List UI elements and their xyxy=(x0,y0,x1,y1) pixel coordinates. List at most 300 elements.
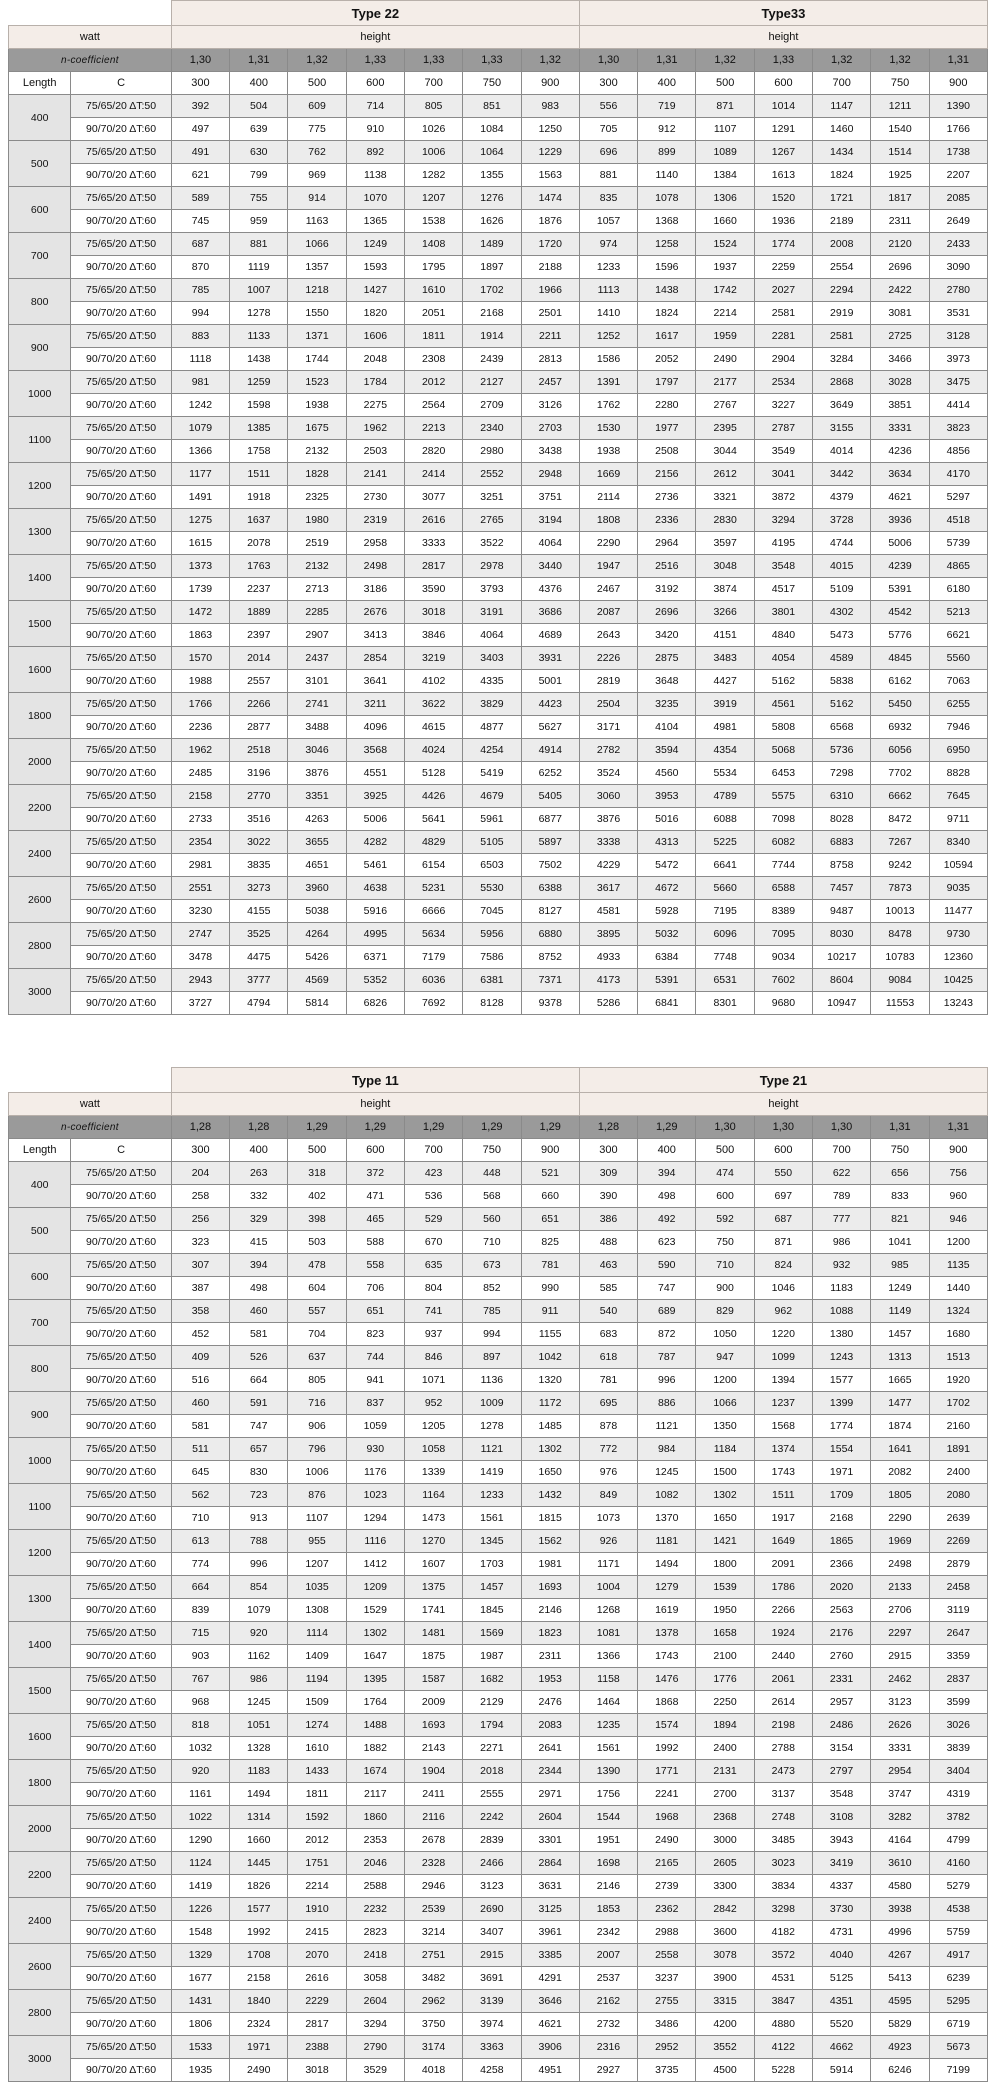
watt-value-cell: 2012 xyxy=(288,1829,346,1852)
watt-value-cell: 1200 xyxy=(696,1369,754,1392)
watt-value-cell: 488 xyxy=(579,1231,637,1254)
watt-value-cell: 2280 xyxy=(638,394,696,417)
watt-value-cell: 899 xyxy=(638,141,696,164)
watt-value-cell: 2467 xyxy=(579,578,637,601)
length-cell: 1400 xyxy=(9,1622,71,1668)
watt-value-cell: 2755 xyxy=(638,1990,696,2013)
watt-value-cell: 5808 xyxy=(754,716,812,739)
watt-value-cell: 1938 xyxy=(579,440,637,463)
watt-value-cell: 1184 xyxy=(696,1438,754,1461)
watt-value-cell: 1530 xyxy=(579,417,637,440)
watt-value-cell: 2162 xyxy=(579,1990,637,2013)
watt-value-cell: 2564 xyxy=(405,394,463,417)
watt-value-cell: 5391 xyxy=(871,578,929,601)
watt-value-cell: 6841 xyxy=(638,992,696,1015)
watt-value-cell: 1290 xyxy=(171,1829,229,1852)
watt-value-cell: 3466 xyxy=(871,348,929,371)
table-row xyxy=(9,1967,988,1990)
watt-value-cell: 974 xyxy=(579,233,637,256)
watt-value-cell: 955 xyxy=(288,1530,346,1553)
table-row xyxy=(9,1484,988,1507)
watt-value-cell: 2978 xyxy=(463,555,521,578)
watt-value-cell: 775 xyxy=(288,118,346,141)
coefficient-value: 1,31 xyxy=(230,49,288,72)
watt-value-cell: 7586 xyxy=(463,946,521,969)
watt-value-cell: 4662 xyxy=(812,2036,870,2059)
watt-value-cell: 5956 xyxy=(463,923,521,946)
watt-value-cell: 4423 xyxy=(521,693,579,716)
watt-value-cell: 7095 xyxy=(754,923,812,946)
watt-value-cell: 5450 xyxy=(871,693,929,716)
height-header: 900 xyxy=(929,1139,987,1162)
length-cell: 1400 xyxy=(9,555,71,601)
watt-value-cell: 872 xyxy=(638,1323,696,1346)
watt-value-cell: 4096 xyxy=(346,716,404,739)
condition-cell: 75/65/20 ΔT:50 xyxy=(71,279,172,302)
watt-value-cell: 2188 xyxy=(521,256,579,279)
watt-value-cell: 7602 xyxy=(754,969,812,992)
watt-value-cell: 4024 xyxy=(405,739,463,762)
watt-value-cell: 2008 xyxy=(813,233,871,256)
watt-value-cell: 1242 xyxy=(171,394,229,417)
watt-value-cell: 926 xyxy=(579,1530,637,1553)
watt-value-cell: 7692 xyxy=(405,992,463,1015)
watt-value-cell: 660 xyxy=(521,1185,579,1208)
watt-value-cell: 1042 xyxy=(521,1346,579,1369)
watt-value-cell: 1771 xyxy=(638,1760,696,1783)
watt-value-cell: 1314 xyxy=(230,1806,288,1829)
watt-value-cell: 2325 xyxy=(288,486,346,509)
watt-value-cell: 1390 xyxy=(929,95,987,118)
watt-value-cell: 2269 xyxy=(929,1530,987,1553)
condition-cell: 90/70/20 ΔT:60 xyxy=(71,946,172,969)
watt-value-cell: 1419 xyxy=(463,1461,521,1484)
watt-value-cell: 2641 xyxy=(521,1737,579,1760)
watt-value-cell: 1412 xyxy=(346,1553,404,1576)
watt-value-cell: 6056 xyxy=(871,739,929,762)
watt-value-cell: 1267 xyxy=(754,141,812,164)
coefficient-value: 1,32 xyxy=(696,49,754,72)
length-cell: 2200 xyxy=(9,785,71,831)
watt-value-cell: 409 xyxy=(171,1346,229,1369)
watt-value-cell: 4267 xyxy=(871,1944,929,1967)
watt-value-cell: 1023 xyxy=(346,1484,404,1507)
condition-cell: 75/65/20 ΔT:50 xyxy=(71,1392,172,1415)
watt-value-cell: 920 xyxy=(171,1760,229,1783)
watt-value-cell: 664 xyxy=(230,1369,288,1392)
watt-value-cell: 1177 xyxy=(171,463,229,486)
coefficient-value: 1,29 xyxy=(638,1116,696,1139)
watt-value-cell: 2285 xyxy=(288,601,346,624)
watt-value-cell: 452 xyxy=(171,1323,229,1346)
watt-value-cell: 2198 xyxy=(754,1714,812,1737)
watt-value-cell: 7098 xyxy=(754,808,812,831)
watt-value-cell: 3420 xyxy=(638,624,696,647)
watt-value-cell: 1066 xyxy=(696,1392,754,1415)
watt-value-cell: 7645 xyxy=(929,785,987,808)
watt-value-cell: 1674 xyxy=(346,1760,404,1783)
watt-value-cell: 1116 xyxy=(346,1530,404,1553)
watt-value-cell: 372 xyxy=(346,1162,404,1185)
watt-value-cell: 5736 xyxy=(813,739,871,762)
watt-value-cell: 1647 xyxy=(346,1645,404,1668)
watt-value-cell: 1366 xyxy=(579,1645,637,1668)
watt-value-cell: 3906 xyxy=(521,2036,579,2059)
watt-value-cell: 1007 xyxy=(230,279,288,302)
watt-value-cell: 4580 xyxy=(871,1875,929,1898)
watt-value-cell: 3747 xyxy=(871,1783,929,1806)
height-header: 300 xyxy=(171,1139,229,1162)
watt-value-cell: 3338 xyxy=(579,831,637,854)
watt-value-cell: 3235 xyxy=(638,693,696,716)
condition-cell: 90/70/20 ΔT:60 xyxy=(71,808,172,831)
watt-value-cell: 4164 xyxy=(871,1829,929,1852)
table-row xyxy=(9,647,988,670)
table-row xyxy=(9,1622,988,1645)
watt-value-cell: 3834 xyxy=(754,1875,812,1898)
watt-value-cell: 1408 xyxy=(405,233,463,256)
watt-value-cell: 4995 xyxy=(346,923,404,946)
watt-value-cell: 1243 xyxy=(812,1346,870,1369)
watt-value-cell: 1064 xyxy=(463,141,521,164)
table-row xyxy=(9,118,988,141)
height-header: 300 xyxy=(171,72,229,95)
height-label-right: height xyxy=(579,1093,987,1116)
watt-value-cell: 1626 xyxy=(463,210,521,233)
watt-value-cell: 4865 xyxy=(929,555,987,578)
watt-value-cell: 2581 xyxy=(813,325,871,348)
condition-cell: 90/70/20 ΔT:60 xyxy=(71,1507,172,1530)
coefficient-value: 1,32 xyxy=(871,49,929,72)
watt-value-cell: 7195 xyxy=(696,900,754,923)
watt-value-cell: 1918 xyxy=(230,486,288,509)
watt-value-cell: 1014 xyxy=(754,95,812,118)
coefficient-value: 1,32 xyxy=(288,49,346,72)
watt-value-cell: 854 xyxy=(230,1576,288,1599)
table-row xyxy=(9,1530,988,1553)
watt-value-cell: 9378 xyxy=(521,992,579,1015)
watt-value-cell: 2676 xyxy=(346,601,404,624)
watt-value-cell: 6568 xyxy=(813,716,871,739)
watt-value-cell: 1434 xyxy=(813,141,871,164)
condition-cell: 75/65/20 ΔT:50 xyxy=(71,923,172,946)
watt-value-cell: 4679 xyxy=(463,785,521,808)
watt-value-cell: 1274 xyxy=(288,1714,346,1737)
condition-cell: 75/65/20 ΔT:50 xyxy=(71,877,172,900)
watt-value-cell: 3531 xyxy=(929,302,987,325)
watt-value-cell: 5776 xyxy=(871,624,929,647)
watt-value-cell: 5641 xyxy=(405,808,463,831)
table-row xyxy=(9,141,988,164)
watt-value-cell: 2736 xyxy=(638,486,696,509)
watt-value-cell: 4182 xyxy=(754,1921,812,1944)
watt-value-cell: 4379 xyxy=(813,486,871,509)
watt-value-cell: 1209 xyxy=(346,1576,404,1599)
condition-cell: 90/70/20 ΔT:60 xyxy=(71,578,172,601)
watt-value-cell: 1794 xyxy=(463,1714,521,1737)
watt-value-cell: 4856 xyxy=(929,440,987,463)
type-header-row xyxy=(9,1,988,26)
watt-value-cell: 3294 xyxy=(346,2013,404,2036)
watt-value-cell: 745 xyxy=(171,210,229,233)
watt-value-cell: 4589 xyxy=(813,647,871,670)
watt-value-cell: 3936 xyxy=(871,509,929,532)
watt-value-cell: 11553 xyxy=(871,992,929,1015)
length-cell: 2000 xyxy=(9,1806,71,1852)
watt-value-cell: 2879 xyxy=(929,1553,987,1576)
condition-cell: 90/70/20 ΔT:60 xyxy=(71,992,172,1015)
watt-value-cell: 1183 xyxy=(812,1277,870,1300)
coefficient-value: 1,30 xyxy=(812,1116,870,1139)
height-header: 750 xyxy=(463,1139,521,1162)
watt-value-cell: 1953 xyxy=(521,1668,579,1691)
watt-value-cell: 4302 xyxy=(813,601,871,624)
watt-value-cell: 2957 xyxy=(812,1691,870,1714)
watt-value-cell: 1181 xyxy=(638,1530,696,1553)
watt-value-cell: 7748 xyxy=(696,946,754,969)
watt-value-cell: 1250 xyxy=(521,118,579,141)
watt-value-cell: 1249 xyxy=(871,1277,929,1300)
watt-value-cell: 3026 xyxy=(929,1714,987,1737)
table-row xyxy=(9,555,988,578)
watt-value-cell: 976 xyxy=(579,1461,637,1484)
watt-value-cell: 2177 xyxy=(696,371,754,394)
watt-value-cell: 2007 xyxy=(579,1944,637,1967)
watt-value-cell: 3191 xyxy=(463,601,521,624)
condition-cell: 75/65/20 ΔT:50 xyxy=(71,463,172,486)
watt-value-cell: 2143 xyxy=(404,1737,462,1760)
watt-value-cell: 2331 xyxy=(812,1668,870,1691)
watt-value-cell: 2563 xyxy=(812,1599,870,1622)
height-header: 600 xyxy=(346,1139,404,1162)
watt-value-cell: 1743 xyxy=(638,1645,696,1668)
watt-value-cell: 1006 xyxy=(405,141,463,164)
table-row xyxy=(9,348,988,371)
watt-value-cell: 2904 xyxy=(754,348,812,371)
watt-value-cell: 996 xyxy=(638,1369,696,1392)
watt-value-cell: 651 xyxy=(346,1300,404,1323)
watt-value-cell: 4500 xyxy=(696,2059,754,2082)
watt-value-cell: 3777 xyxy=(230,969,288,992)
watt-value-cell: 673 xyxy=(463,1254,521,1277)
watt-value-cell: 1079 xyxy=(230,1599,288,1622)
watt-value-cell: 589 xyxy=(171,187,229,210)
table-row xyxy=(9,1231,988,1254)
watt-value-cell: 6036 xyxy=(405,969,463,992)
length-cell: 400 xyxy=(9,1162,71,1208)
condition-cell: 75/65/20 ΔT:50 xyxy=(71,1576,172,1599)
watt-value-cell: 1865 xyxy=(812,1530,870,1553)
table-row xyxy=(9,417,988,440)
watt-value-cell: 7063 xyxy=(929,670,987,693)
watt-value-cell: 323 xyxy=(171,1231,229,1254)
watt-value-cell: 2156 xyxy=(638,463,696,486)
type-title-left: Type 11 xyxy=(171,1068,579,1093)
watt-value-cell: 1114 xyxy=(288,1622,346,1645)
condition-cell: 75/65/20 ΔT:50 xyxy=(71,831,172,854)
watt-value-cell: 2214 xyxy=(696,302,754,325)
condition-cell: 90/70/20 ΔT:60 xyxy=(71,1415,172,1438)
table-row xyxy=(9,1668,988,1691)
table-row xyxy=(9,808,988,831)
radiator-table-type22-type33 xyxy=(8,0,988,1015)
watt-value-cell: 3266 xyxy=(696,601,754,624)
watt-value-cell: 4264 xyxy=(288,923,346,946)
watt-value-cell: 465 xyxy=(346,1208,404,1231)
watt-value-cell: 1345 xyxy=(463,1530,521,1553)
watt-value-cell: 3419 xyxy=(812,1852,870,1875)
watt-value-cell: 591 xyxy=(230,1392,288,1415)
watt-value-cell: 1373 xyxy=(171,555,229,578)
watt-value-cell: 2875 xyxy=(638,647,696,670)
watt-value-cell: 2946 xyxy=(404,1875,462,1898)
watt-value-cell: 3691 xyxy=(463,1967,521,1990)
watt-value-cell: 1962 xyxy=(171,739,229,762)
watt-value-cell: 2725 xyxy=(871,325,929,348)
coefficient-value: 1,29 xyxy=(288,1116,346,1139)
watt-value-cell: 478 xyxy=(288,1254,346,1277)
watt-value-cell: 1205 xyxy=(404,1415,462,1438)
watt-value-cell: 5225 xyxy=(696,831,754,854)
watt-value-cell: 1107 xyxy=(288,1507,346,1530)
watt-value-cell: 3331 xyxy=(871,417,929,440)
watt-value-cell: 2294 xyxy=(813,279,871,302)
watt-value-cell: 387 xyxy=(171,1277,229,1300)
watt-value-cell: 4291 xyxy=(521,1967,579,1990)
watt-value-cell: 1756 xyxy=(579,1783,637,1806)
watt-value-cell: 3060 xyxy=(579,785,637,808)
watt-value-cell: 1233 xyxy=(579,256,637,279)
watt-value-cell: 805 xyxy=(405,95,463,118)
watt-value-cell: 2189 xyxy=(813,210,871,233)
watt-value-cell: 2770 xyxy=(230,785,288,808)
watt-value-cell: 9711 xyxy=(929,808,987,831)
height-header: 700 xyxy=(812,1139,870,1162)
condition-cell: 90/70/20 ΔT:60 xyxy=(71,1323,172,1346)
height-header: 900 xyxy=(521,1139,579,1162)
watt-value-cell: 3655 xyxy=(288,831,346,854)
watt-value-cell: 7873 xyxy=(871,877,929,900)
length-cell: 700 xyxy=(9,233,71,279)
watt-value-cell: 6503 xyxy=(463,854,521,877)
condition-cell: 75/65/20 ΔT:50 xyxy=(71,1162,172,1185)
watt-value-cell: 911 xyxy=(521,1300,579,1323)
watt-value-cell: 777 xyxy=(812,1208,870,1231)
condition-cell: 75/65/20 ΔT:50 xyxy=(71,1254,172,1277)
watt-value-cell: 8128 xyxy=(463,992,521,1015)
watt-value-cell: 983 xyxy=(521,95,579,118)
height-header: 900 xyxy=(521,72,579,95)
watt-value-cell: 886 xyxy=(638,1392,696,1415)
watt-value-cell: 2605 xyxy=(696,1852,754,1875)
watt-value-cell: 2604 xyxy=(521,1806,579,1829)
watt-value-cell: 2158 xyxy=(230,1967,288,1990)
watt-value-cell: 1910 xyxy=(288,1898,346,1921)
watt-value-cell: 4229 xyxy=(579,854,637,877)
watt-value-cell: 6310 xyxy=(813,785,871,808)
watt-value-cell: 4829 xyxy=(405,831,463,854)
table-row xyxy=(9,1185,988,1208)
condition-cell: 90/70/20 ΔT:60 xyxy=(71,532,172,555)
table-row xyxy=(9,1852,988,1875)
watt-value-cell: 2340 xyxy=(463,417,521,440)
length-cell: 2600 xyxy=(9,877,71,923)
watt-value-cell: 3641 xyxy=(346,670,404,693)
watt-value-cell: 1472 xyxy=(171,601,229,624)
watt-value-cell: 3793 xyxy=(463,578,521,601)
watt-value-cell: 1374 xyxy=(754,1438,812,1461)
watt-value-cell: 714 xyxy=(346,95,404,118)
watt-value-cell: 2819 xyxy=(579,670,637,693)
watt-value-cell: 639 xyxy=(230,118,288,141)
watt-value-cell: 2324 xyxy=(230,2013,288,2036)
length-cell: 1600 xyxy=(9,1714,71,1760)
watt-value-cell: 2213 xyxy=(405,417,463,440)
watt-value-cell: 10425 xyxy=(929,969,987,992)
watt-value-cell: 1375 xyxy=(404,1576,462,1599)
condition-cell: 75/65/20 ΔT:50 xyxy=(71,1530,172,1553)
watt-value-cell: 1162 xyxy=(230,1645,288,1668)
watt-value-cell: 2501 xyxy=(521,302,579,325)
watt-value-cell: 1073 xyxy=(579,1507,637,1530)
watt-value-cell: 1149 xyxy=(871,1300,929,1323)
watt-value-cell: 6883 xyxy=(813,831,871,854)
watt-value-cell: 6666 xyxy=(405,900,463,923)
condition-cell: 90/70/20 ΔT:60 xyxy=(71,302,172,325)
watt-value-cell: 635 xyxy=(404,1254,462,1277)
watt-value-cell: 1237 xyxy=(754,1392,812,1415)
watt-value-cell: 1959 xyxy=(696,325,754,348)
watt-value-cell: 3953 xyxy=(638,785,696,808)
watt-value-cell: 2046 xyxy=(346,1852,404,1875)
watt-value-cell: 2980 xyxy=(463,440,521,463)
watt-value-cell: 556 xyxy=(579,95,637,118)
condition-cell: 75/65/20 ΔT:50 xyxy=(71,1300,172,1323)
watt-value-cell: 3599 xyxy=(929,1691,987,1714)
watt-value-cell: 804 xyxy=(404,1277,462,1300)
watt-value-cell: 1041 xyxy=(871,1231,929,1254)
watt-value-cell: 2557 xyxy=(230,670,288,693)
watt-value-cell: 394 xyxy=(638,1162,696,1185)
watt-value-cell: 1473 xyxy=(404,1507,462,1530)
watt-value-cell: 2797 xyxy=(812,1760,870,1783)
watt-value-cell: 592 xyxy=(696,1208,754,1231)
condition-cell: 75/65/20 ΔT:50 xyxy=(71,417,172,440)
watt-value-cell: 2052 xyxy=(638,348,696,371)
watt-value-cell: 3333 xyxy=(405,532,463,555)
watt-value-cell: 3359 xyxy=(929,1645,987,1668)
watt-value-cell: 3622 xyxy=(405,693,463,716)
watt-value-cell: 2706 xyxy=(871,1599,929,1622)
watt-value-cell: 2713 xyxy=(288,578,346,601)
watt-value-cell: 3023 xyxy=(754,1852,812,1875)
height-label-left: height xyxy=(171,26,579,49)
height-header: 400 xyxy=(230,72,288,95)
condition-cell: 90/70/20 ΔT:60 xyxy=(71,716,172,739)
watt-value-cell: 2411 xyxy=(404,1783,462,1806)
watt-value-cell: 4689 xyxy=(521,624,579,647)
watt-value-cell: 4414 xyxy=(929,394,987,417)
watt-value-cell: 996 xyxy=(230,1553,288,1576)
watt-value-cell: 392 xyxy=(171,95,229,118)
condition-cell: 90/70/20 ΔT:60 xyxy=(71,2059,172,2082)
watt-value-cell: 994 xyxy=(463,1323,521,1346)
watt-value-cell: 4376 xyxy=(521,578,579,601)
condition-cell: 90/70/20 ΔT:60 xyxy=(71,440,172,463)
watt-value-cell: 870 xyxy=(171,256,229,279)
watt-value-cell: 2962 xyxy=(404,1990,462,2013)
coefficient-value: 1,28 xyxy=(579,1116,637,1139)
